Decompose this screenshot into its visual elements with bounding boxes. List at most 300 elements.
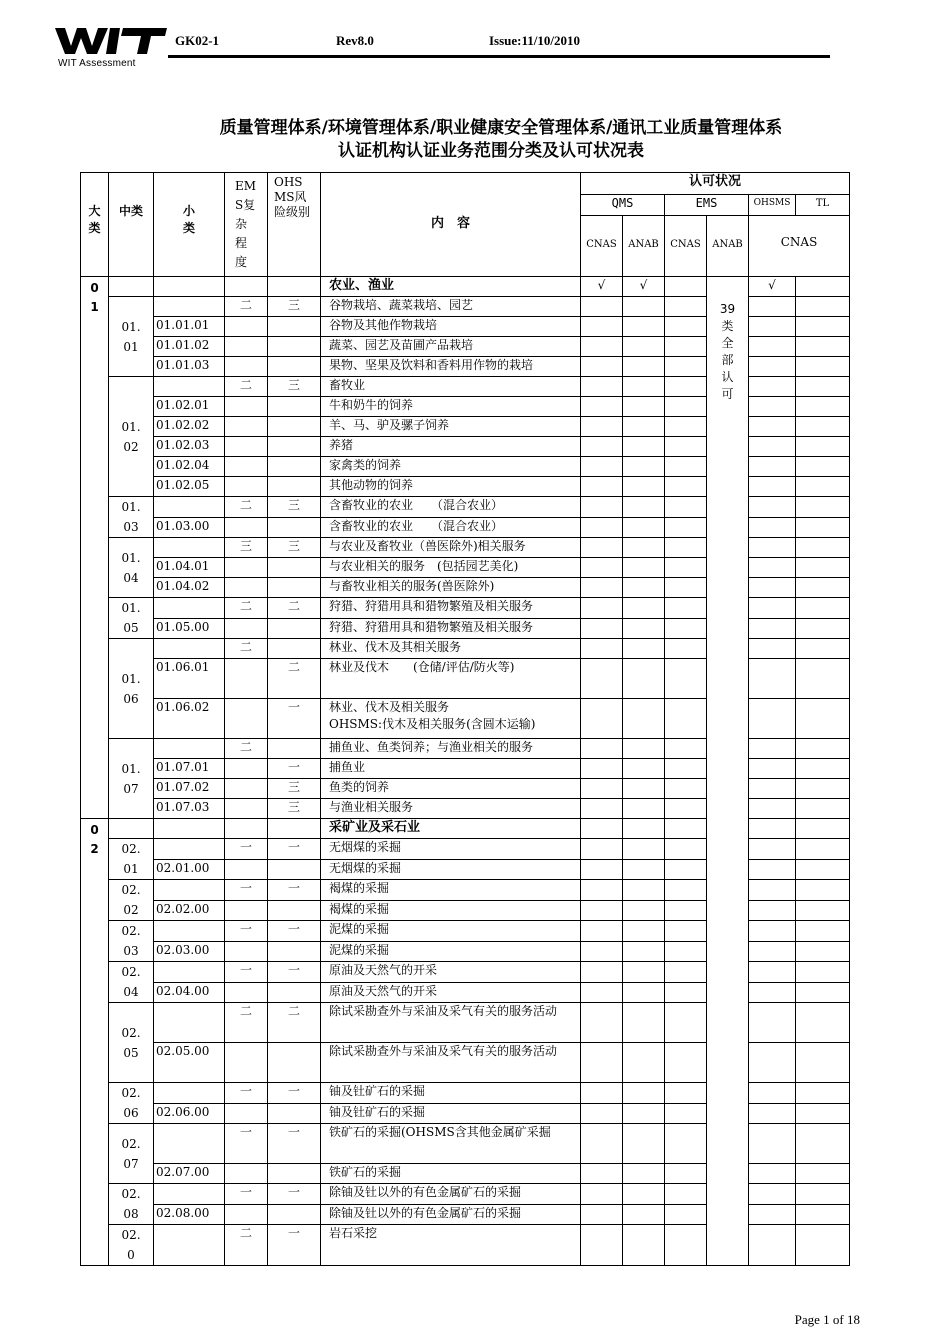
header-cnas: CNAS: [749, 216, 850, 277]
qms-anab-cell: [623, 1164, 665, 1184]
ems-complexity-cell: [225, 982, 268, 1003]
ohsms-risk-cell: 二: [268, 598, 321, 619]
middle-code-cell: 02.01: [109, 839, 154, 880]
content-cell: 畜牧业: [321, 377, 581, 397]
minor-code-cell: [154, 739, 225, 759]
ohsms-risk-cell: 二: [268, 1003, 321, 1043]
ohsms-cnas-cell: [749, 699, 796, 739]
qms-cnas-cell: [581, 297, 623, 317]
ohsms-risk-cell: [268, 639, 321, 659]
ohsms-risk-cell: [268, 900, 321, 921]
qms-cnas-cell: [581, 880, 623, 901]
content-cell: 蔬菜、园艺及苗圃产品栽培: [321, 337, 581, 357]
ems-complexity-cell: 二: [225, 598, 268, 619]
ohsms-cnas-cell: [749, 377, 796, 397]
ohsms-risk-cell: [268, 941, 321, 962]
content-cell: 褐煤的采掘: [321, 880, 581, 901]
ems-cnas-cell: [665, 799, 707, 819]
ems-cnas-cell: [665, 598, 707, 619]
ems-complexity-cell: 二: [225, 639, 268, 659]
header-qms-cnas: CNAS: [581, 216, 623, 277]
qms-anab-cell: [623, 377, 665, 397]
qms-anab-cell: √: [623, 277, 665, 297]
ohsms-cnas-cell: [749, 1103, 796, 1124]
ohsms-risk-cell: 三: [268, 297, 321, 317]
minor-code-cell: 01.01.01: [154, 317, 225, 337]
minor-code-cell: 01.02.01: [154, 397, 225, 417]
minor-code-cell: [154, 1003, 225, 1043]
tl-cnas-cell: [796, 639, 850, 659]
qms-cnas-cell: [581, 357, 623, 377]
content-cell: 与渔业相关服务: [321, 799, 581, 819]
ems-complexity-cell: [225, 517, 268, 538]
content-cell: 褐煤的采掘: [321, 900, 581, 921]
qms-cnas-cell: [581, 739, 623, 759]
content-cell: 铀及钍矿石的采掘: [321, 1083, 581, 1104]
major-code-cell: 02: [81, 819, 109, 1266]
ohsms-risk-cell: [268, 1043, 321, 1083]
qms-anab-cell: [623, 297, 665, 317]
qms-cnas-cell: [581, 1204, 623, 1225]
tl-cnas-cell: [796, 659, 850, 699]
content-cell: 除铀及钍以外的有色金属矿石的采掘: [321, 1184, 581, 1205]
content-cell: 捕鱼业、鱼类饲养；与渔业相关的服务: [321, 739, 581, 759]
tl-cnas-cell: [796, 880, 850, 901]
minor-code-cell: 01.05.00: [154, 618, 225, 639]
header-ems-complexity: EMS复杂程度: [225, 173, 268, 277]
ems-complexity-cell: [225, 699, 268, 739]
tl-cnas-cell: [796, 477, 850, 497]
header-rule: [168, 55, 830, 58]
ems-complexity-cell: [225, 417, 268, 437]
qms-anab-cell: [623, 1043, 665, 1083]
ohsms-cnas-cell: [749, 1043, 796, 1083]
ems-complexity-cell: [225, 477, 268, 497]
ohsms-risk-cell: [268, 357, 321, 377]
ems-cnas-cell: [665, 417, 707, 437]
minor-code-cell: 02.07.00: [154, 1164, 225, 1184]
ems-complexity-cell: 二: [225, 1003, 268, 1043]
content-cell: 果物、坚果及饮料和香料用作物的栽培: [321, 357, 581, 377]
minor-code-cell: [154, 277, 225, 297]
ems-cnas-cell: [665, 962, 707, 983]
qms-anab-cell: [623, 337, 665, 357]
minor-code-cell: 02.06.00: [154, 1103, 225, 1124]
ems-cnas-cell: [665, 819, 707, 839]
minor-code-cell: [154, 962, 225, 983]
qms-anab-cell: [623, 437, 665, 457]
ohsms-risk-cell: [268, 437, 321, 457]
tl-cnas-cell: [796, 859, 850, 880]
ems-cnas-cell: [665, 839, 707, 860]
ems-complexity-cell: [225, 659, 268, 699]
qms-cnas-cell: [581, 1225, 623, 1266]
tl-cnas-cell: [796, 982, 850, 1003]
issue-date: Issue:11/10/2010: [489, 33, 581, 48]
ohsms-cnas-cell: [749, 900, 796, 921]
qms-cnas-cell: [581, 618, 623, 639]
tl-cnas-cell: [796, 337, 850, 357]
middle-code-cell: 02.08: [109, 1184, 154, 1225]
content-cell: 鱼类的饲养: [321, 779, 581, 799]
ems-complexity-cell: [225, 317, 268, 337]
ohsms-cnas-cell: [749, 317, 796, 337]
ems-complexity-cell: 二: [225, 739, 268, 759]
tl-cnas-cell: [796, 377, 850, 397]
ems-cnas-cell: [665, 457, 707, 477]
ems-cnas-cell: [665, 779, 707, 799]
header-minor: 小类: [154, 173, 225, 277]
qms-cnas-cell: [581, 921, 623, 942]
middle-code-cell: 01.01: [109, 297, 154, 377]
ems-complexity-cell: [225, 437, 268, 457]
ohsms-risk-cell: 三: [268, 799, 321, 819]
ohsms-risk-cell: 一: [268, 1124, 321, 1164]
content-cell: 岩石采挖: [321, 1225, 581, 1266]
qms-anab-cell: [623, 759, 665, 779]
ohsms-risk-cell: [268, 337, 321, 357]
qms-cnas-cell: [581, 377, 623, 397]
ohsms-cnas-cell: [749, 941, 796, 962]
content-cell: 无烟煤的采掘: [321, 859, 581, 880]
minor-code-cell: 01.04.01: [154, 558, 225, 578]
ems-complexity-cell: 三: [225, 538, 268, 558]
wit-logo: [55, 26, 167, 56]
ohsms-cnas-cell: [749, 397, 796, 417]
ems-complexity-cell: [225, 1164, 268, 1184]
qms-anab-cell: [623, 477, 665, 497]
ems-cnas-cell: [665, 1103, 707, 1124]
content-cell: 无烟煤的采掘: [321, 839, 581, 860]
tl-cnas-cell: [796, 297, 850, 317]
ems-cnas-cell: [665, 1225, 707, 1266]
ems-complexity-cell: 一: [225, 1083, 268, 1104]
content-cell: 家禽类的饲养: [321, 457, 581, 477]
ohsms-risk-cell: 一: [268, 759, 321, 779]
content-cell: 谷物栽培、蔬菜栽培、园艺: [321, 297, 581, 317]
minor-code-cell: 02.02.00: [154, 900, 225, 921]
minor-code-cell: [154, 839, 225, 860]
minor-code-cell: 01.02.03: [154, 437, 225, 457]
ohsms-cnas-cell: [749, 497, 796, 518]
ems-complexity-cell: 二: [225, 1225, 268, 1266]
minor-code-cell: [154, 1184, 225, 1205]
content-cell: 其他动物的饲养: [321, 477, 581, 497]
ems-cnas-cell: [665, 397, 707, 417]
content-cell: 狩猎、狩猎用具和猎物繁殖及相关服务: [321, 598, 581, 619]
tl-cnas-cell: [796, 1164, 850, 1184]
header-ohsms-risk: OHSMS风险级别: [268, 173, 321, 277]
qms-anab-cell: [623, 659, 665, 699]
tl-cnas-cell: [796, 1003, 850, 1043]
tl-cnas-cell: [796, 517, 850, 538]
ohsms-cnas-cell: [749, 962, 796, 983]
content-cell: 与畜牧业相关的服务(兽医除外): [321, 578, 581, 598]
middle-code-cell: 02.03: [109, 921, 154, 962]
minor-code-cell: 01.03.00: [154, 517, 225, 538]
minor-code-cell: 02.08.00: [154, 1204, 225, 1225]
ohsms-cnas-cell: [749, 799, 796, 819]
tl-cnas-cell: [796, 941, 850, 962]
ems-cnas-cell: [665, 982, 707, 1003]
header-accreditation: 认可状况: [581, 173, 850, 195]
ohsms-risk-cell: [268, 457, 321, 477]
qms-cnas-cell: [581, 397, 623, 417]
qms-anab-cell: [623, 859, 665, 880]
qms-anab-cell: [623, 799, 665, 819]
header-qms: QMS: [581, 194, 665, 216]
minor-code-cell: 02.05.00: [154, 1043, 225, 1083]
minor-code-cell: 01.07.03: [154, 799, 225, 819]
qms-anab-cell: [623, 618, 665, 639]
ems-cnas-cell: [665, 618, 707, 639]
ems-cnas-cell: [665, 337, 707, 357]
ems-complexity-cell: [225, 337, 268, 357]
major-code-cell: 01: [81, 277, 109, 819]
content-cell: 泥煤的采掘: [321, 921, 581, 942]
tl-cnas-cell: [796, 497, 850, 518]
ohsms-cnas-cell: [749, 337, 796, 357]
qms-anab-cell: [623, 538, 665, 558]
ohsms-cnas-cell: [749, 779, 796, 799]
ohsms-risk-cell: [268, 558, 321, 578]
qms-anab-cell: [623, 497, 665, 518]
qms-anab-cell: [623, 699, 665, 739]
content-cell: 牛和奶牛的饲养: [321, 397, 581, 417]
qms-anab-cell: [623, 1204, 665, 1225]
ems-cnas-cell: [665, 437, 707, 457]
minor-code-cell: [154, 1225, 225, 1266]
content-cell: 含畜牧业的农业 （混合农业）: [321, 497, 581, 518]
ohsms-risk-cell: [268, 859, 321, 880]
ohsms-cnas-cell: [749, 1083, 796, 1104]
tl-cnas-cell: [796, 417, 850, 437]
minor-code-cell: 01.07.01: [154, 759, 225, 779]
content-cell: 羊、马、驴及骡子饲养: [321, 417, 581, 437]
ems-cnas-cell: [665, 1003, 707, 1043]
content-cell: 原油及天然气的开采: [321, 982, 581, 1003]
tl-cnas-cell: [796, 357, 850, 377]
minor-code-cell: 01.07.02: [154, 779, 225, 799]
qms-cnas-cell: [581, 538, 623, 558]
ohsms-cnas-cell: [749, 839, 796, 860]
minor-code-cell: [154, 819, 225, 839]
tl-cnas-cell: [796, 759, 850, 779]
ems-complexity-cell: 二: [225, 497, 268, 518]
minor-code-cell: [154, 538, 225, 558]
qms-cnas-cell: [581, 1043, 623, 1083]
minor-code-cell: [154, 497, 225, 518]
ohsms-cnas-cell: [749, 982, 796, 1003]
ems-cnas-cell: [665, 941, 707, 962]
ems-complexity-cell: 一: [225, 1184, 268, 1205]
tl-cnas-cell: [796, 437, 850, 457]
qms-anab-cell: [623, 921, 665, 942]
tl-cnas-cell: [796, 819, 850, 839]
ems-complexity-cell: [225, 859, 268, 880]
qms-cnas-cell: [581, 337, 623, 357]
tl-cnas-cell: [796, 1225, 850, 1266]
content-cell: 除试采勘查外与采油及采气有关的服务活动: [321, 1043, 581, 1083]
ems-cnas-cell: [665, 1124, 707, 1164]
content-cell: 狩猎、狩猎用具和猎物繁殖及相关服务: [321, 618, 581, 639]
content-cell: 谷物及其他作物栽培: [321, 317, 581, 337]
accreditation-status-note: 39类全部认可: [707, 277, 749, 1266]
minor-code-cell: [154, 1083, 225, 1104]
ems-cnas-cell: [665, 1184, 707, 1205]
ohsms-risk-cell: [268, 517, 321, 538]
tl-cnas-cell: [796, 558, 850, 578]
tl-cnas-cell: [796, 1204, 850, 1225]
ohsms-cnas-cell: [749, 1204, 796, 1225]
ohsms-cnas-cell: [749, 1184, 796, 1205]
content-cell: 铁矿石的采掘(OHSMS含其他金属矿采掘: [321, 1124, 581, 1164]
ohsms-risk-cell: 二: [268, 659, 321, 699]
minor-code-cell: [154, 880, 225, 901]
content-cell: 铁矿石的采掘: [321, 1164, 581, 1184]
ohsms-risk-cell: 三: [268, 497, 321, 518]
revision: Rev8.0: [336, 33, 374, 48]
qms-anab-cell: [623, 578, 665, 598]
qms-anab-cell: [623, 1083, 665, 1104]
minor-code-cell: [154, 598, 225, 619]
qms-cnas-cell: [581, 598, 623, 619]
middle-code-cell: [109, 277, 154, 297]
qms-cnas-cell: [581, 799, 623, 819]
ems-cnas-cell: [665, 317, 707, 337]
qms-anab-cell: [623, 1003, 665, 1043]
minor-code-cell: 01.04.02: [154, 578, 225, 598]
ems-cnas-cell: [665, 921, 707, 942]
tl-cnas-cell: [796, 779, 850, 799]
content-cell: 铀及钍矿石的采掘: [321, 1103, 581, 1124]
middle-code-cell: 02.04: [109, 962, 154, 1003]
qms-anab-cell: [623, 1225, 665, 1266]
content-cell: 养猪: [321, 437, 581, 457]
qms-cnas-cell: [581, 941, 623, 962]
ems-complexity-cell: [225, 1204, 268, 1225]
ems-cnas-cell: [665, 880, 707, 901]
qms-cnas-cell: [581, 982, 623, 1003]
qms-cnas-cell: [581, 839, 623, 860]
ohsms-cnas-cell: [749, 598, 796, 619]
ohsms-risk-cell: [268, 397, 321, 417]
qms-cnas-cell: [581, 1003, 623, 1043]
content-cell: 除铀及钍以外的有色金属矿石的采掘: [321, 1204, 581, 1225]
tl-cnas-cell: [796, 699, 850, 739]
qms-anab-cell: [623, 558, 665, 578]
content-cell: 林业及伐木 (仓储/评估/防火等): [321, 659, 581, 699]
header-ems-anab: ANAB: [707, 216, 749, 277]
ohsms-risk-cell: 一: [268, 921, 321, 942]
ohsms-cnas-cell: √: [749, 277, 796, 297]
middle-code-cell: 01.03: [109, 497, 154, 538]
minor-code-cell: 01.06.02: [154, 699, 225, 739]
tl-cnas-cell: [796, 578, 850, 598]
ohsms-risk-cell: 一: [268, 880, 321, 901]
ems-cnas-cell: [665, 859, 707, 880]
header-major: 大类: [81, 173, 109, 277]
header-ems: EMS: [665, 194, 749, 216]
minor-code-cell: 01.01.03: [154, 357, 225, 377]
logo-subtitle: WIT Assessment: [58, 58, 136, 69]
qms-cnas-cell: [581, 417, 623, 437]
ohsms-cnas-cell: [749, 1003, 796, 1043]
qms-cnas-cell: [581, 1164, 623, 1184]
qms-anab-cell: [623, 941, 665, 962]
content-cell: 林业、伐木及相关服务 OHSMS:伐木及相关服务(含圆木运输): [321, 699, 581, 739]
content-cell: 除试采勘查外与采油及采气有关的服务活动: [321, 1003, 581, 1043]
tl-cnas-cell: [796, 317, 850, 337]
ems-cnas-cell: [665, 900, 707, 921]
ohsms-risk-cell: [268, 317, 321, 337]
ems-cnas-cell: [665, 517, 707, 538]
page-number: Page 1 of 18: [794, 1312, 860, 1327]
document-title-line2: 认证机构认证业务范围分类及认可状况表: [338, 141, 644, 161]
header-tl: TL: [796, 194, 850, 216]
ems-complexity-cell: 一: [225, 880, 268, 901]
ohsms-cnas-cell: [749, 357, 796, 377]
ohsms-cnas-cell: [749, 417, 796, 437]
qms-cnas-cell: [581, 477, 623, 497]
tl-cnas-cell: [796, 900, 850, 921]
qms-anab-cell: [623, 317, 665, 337]
ohsms-cnas-cell: [749, 437, 796, 457]
ohsms-risk-cell: 一: [268, 1083, 321, 1104]
ohsms-cnas-cell: [749, 517, 796, 538]
content-cell: 原油及天然气的开采: [321, 962, 581, 983]
qms-cnas-cell: [581, 578, 623, 598]
ohsms-risk-cell: 一: [268, 839, 321, 860]
ohsms-cnas-cell: [749, 859, 796, 880]
middle-code-cell: 01.02: [109, 377, 154, 497]
content-cell: 与农业及畜牧业（兽医除外)相关服务: [321, 538, 581, 558]
tl-cnas-cell: [796, 839, 850, 860]
ems-cnas-cell: [665, 1204, 707, 1225]
ohsms-cnas-cell: [749, 618, 796, 639]
content-cell: 农业、渔业: [321, 277, 581, 297]
qms-cnas-cell: [581, 1103, 623, 1124]
ems-cnas-cell: [665, 759, 707, 779]
ems-complexity-cell: [225, 1043, 268, 1083]
ems-cnas-cell: [665, 558, 707, 578]
minor-code-cell: [154, 377, 225, 397]
middle-code-cell: 01.05: [109, 598, 154, 639]
ohsms-risk-cell: [268, 1164, 321, 1184]
ems-complexity-cell: [225, 277, 268, 297]
ohsms-risk-cell: [268, 417, 321, 437]
ohsms-cnas-cell: [749, 477, 796, 497]
ohsms-cnas-cell: [749, 921, 796, 942]
ems-cnas-cell: [665, 477, 707, 497]
ohsms-risk-cell: 一: [268, 1225, 321, 1266]
ohsms-risk-cell: [268, 1103, 321, 1124]
ohsms-risk-cell: [268, 739, 321, 759]
middle-code-cell: 02.06: [109, 1083, 154, 1124]
ems-cnas-cell: [665, 277, 707, 297]
minor-code-cell: 01.06.01: [154, 659, 225, 699]
ohsms-risk-cell: 三: [268, 377, 321, 397]
qms-anab-cell: [623, 962, 665, 983]
content-cell: 捕鱼业: [321, 759, 581, 779]
ohsms-cnas-cell: [749, 880, 796, 901]
qms-cnas-cell: [581, 659, 623, 699]
ohsms-risk-cell: [268, 1204, 321, 1225]
ems-complexity-cell: 一: [225, 921, 268, 942]
header-qms-anab: ANAB: [623, 216, 665, 277]
tl-cnas-cell: [796, 538, 850, 558]
middle-code-cell: [109, 819, 154, 839]
